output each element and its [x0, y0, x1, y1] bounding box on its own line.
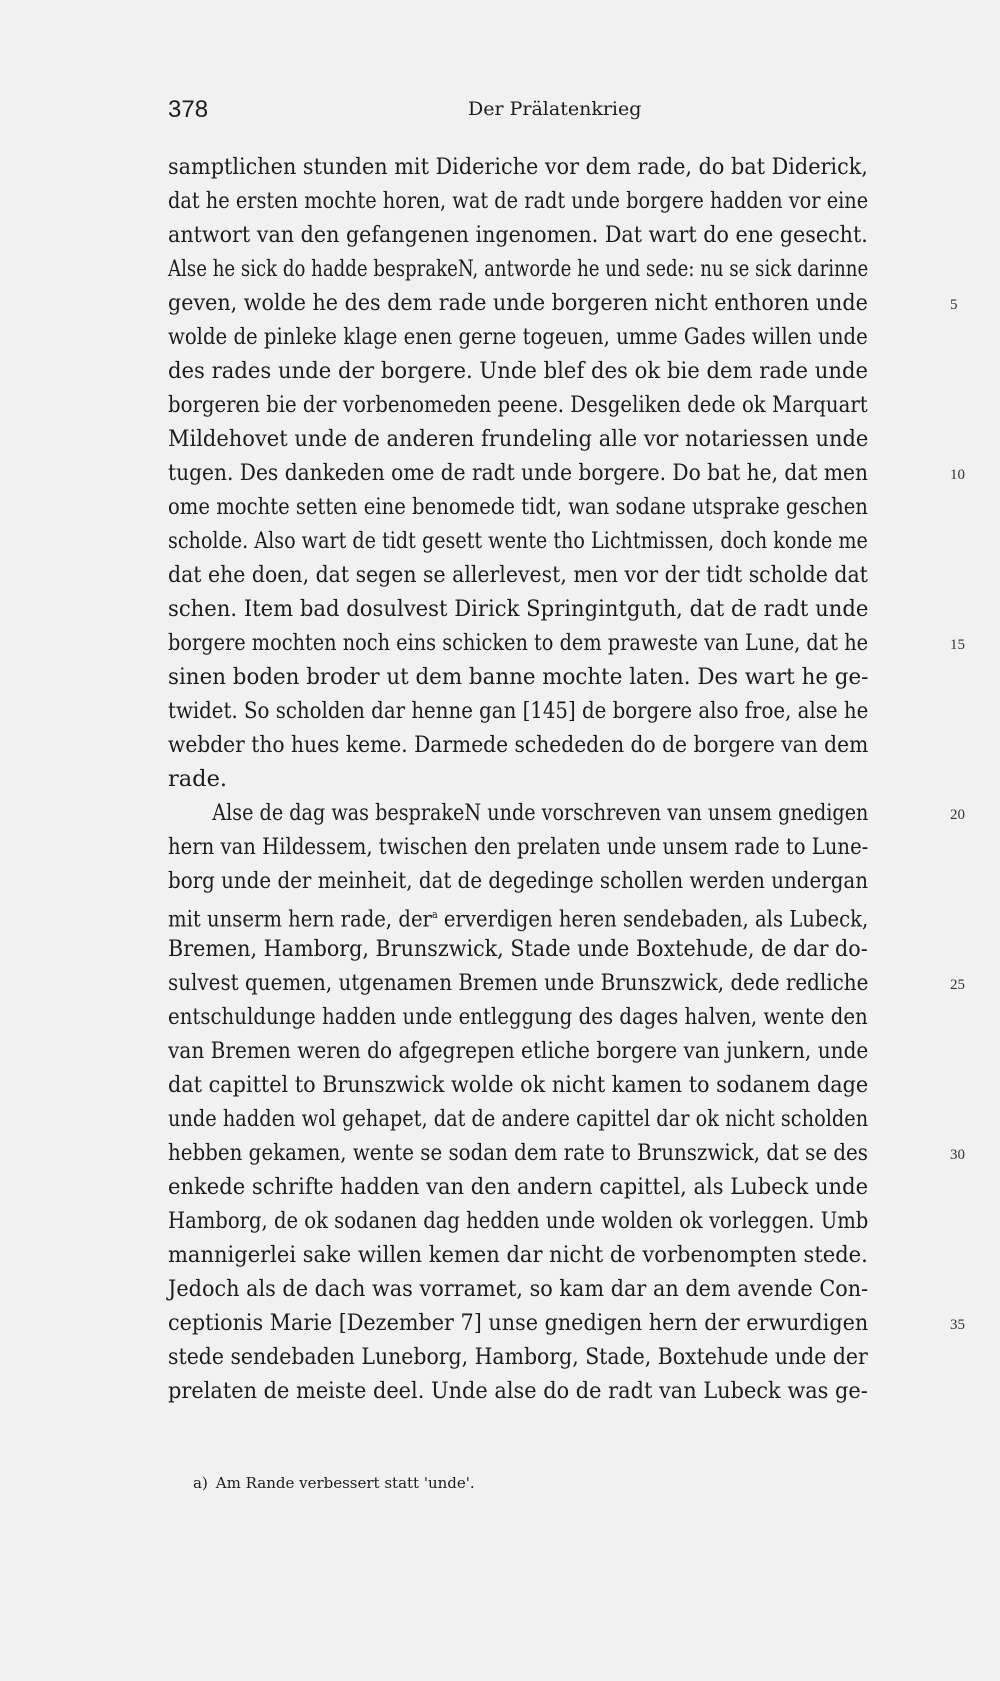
- line-text: [168, 626, 868, 660]
- line-number: 25: [950, 977, 965, 993]
- line-number: 30: [950, 1147, 965, 1163]
- line-number: 5: [950, 297, 958, 313]
- line-text: [168, 830, 868, 864]
- line-text: [168, 184, 868, 218]
- text-line: [168, 1034, 940, 1068]
- line-segment: unde hadden wol gehapet, dat de andere capittel dar ok nicht scholden: [168, 1106, 869, 1132]
- line-segment: erverdigen heren sendebaden, als Lubeck,: [437, 906, 869, 933]
- text-line: [168, 1170, 940, 1204]
- line-segment: prelaten de meiste deel. Unde alse do de radt van Lubeck was ge-: [168, 1378, 868, 1404]
- text-line: [168, 728, 940, 762]
- page-number: 378: [168, 96, 209, 123]
- text-line: [168, 898, 940, 932]
- text-line: [168, 1068, 940, 1102]
- text-line: [168, 1102, 940, 1136]
- text-line: [168, 1272, 940, 1306]
- line-text: [168, 1204, 868, 1238]
- line-segment: geven, wolde he des dem rade unde borgeren nicht enthoren unde: [168, 290, 868, 316]
- text-line: [168, 218, 940, 252]
- text-line: [168, 830, 940, 864]
- line-text: [168, 388, 868, 422]
- text-line: [168, 1340, 940, 1374]
- line-segment: borg unde der meinheit, dat de degedinge schollen werden undergan: [168, 868, 869, 894]
- text-line: [168, 1306, 965, 1340]
- line-segment: des rades unde der borgere. Unde blef des ok bie dem rade unde: [168, 358, 869, 384]
- body-text: [168, 150, 965, 1408]
- footnote-reference: a: [431, 908, 438, 921]
- footnote: [193, 1474, 475, 1492]
- line-text: [168, 558, 868, 592]
- line-text: [168, 524, 868, 558]
- line-number: 20: [950, 807, 965, 823]
- line-text: [168, 898, 868, 937]
- line-segment: entschuldunge hadden unde entleggung des dages halven, wente den: [168, 1004, 868, 1030]
- line-text: [168, 1000, 868, 1034]
- text-line: [168, 1238, 940, 1272]
- line-text: [168, 1034, 868, 1068]
- line-text: [168, 1136, 868, 1170]
- line-text: [168, 1170, 868, 1204]
- line-segment: borgere mochten noch eins schicken to dem praweste van Lune, dat he: [168, 630, 869, 656]
- text-line: [168, 558, 940, 592]
- line-text: [168, 660, 868, 694]
- line-segment: Mildehovet unde de anderen frundeling alle vor notariessen unde: [168, 426, 869, 452]
- line-text: [168, 728, 868, 762]
- line-text: [168, 932, 868, 966]
- line-segment: samptlichen stunden mit Dideriche vor dem rade, do bat Diderick,: [168, 154, 868, 180]
- text-line: [168, 864, 940, 898]
- line-text: [168, 762, 227, 796]
- line-text: [168, 286, 868, 320]
- page-header: [168, 96, 940, 126]
- line-segment: ome mochte setten eine benomede tidt, wan sodane utsprake geschen: [168, 494, 868, 520]
- line-segment: hebben gekamen, wente se sodan dem rate to Brunszwick, dat se des: [168, 1140, 868, 1166]
- text-line: [168, 966, 965, 1000]
- text-line: [168, 626, 965, 660]
- line-segment: borgeren bie der vorbenomeden peene. Desgeliken dede ok Marquart: [168, 392, 868, 418]
- text-line: [168, 320, 940, 354]
- line-text: [168, 456, 868, 490]
- line-segment: stede sendebaden Luneborg, Hamborg, Stade, Boxtehude unde der: [168, 1344, 868, 1370]
- line-segment: tugen. Des dankeden ome de radt unde borgere. Do bat he, dat men: [168, 460, 868, 486]
- text-line: [168, 1000, 940, 1034]
- line-segment: mannigerlei sake willen kemen dar nicht de vorbenompten stede.: [168, 1242, 868, 1268]
- line-segment: schen. Item bad dosulvest Dirick Springintguth, dat de radt unde: [168, 596, 869, 622]
- line-text: [168, 354, 868, 388]
- line-text: [168, 1102, 868, 1136]
- text-line: [168, 796, 965, 830]
- line-segment: Jedoch als de dach was vorramet, so kam dar an dem avende Con-: [168, 1276, 869, 1302]
- line-text: [168, 150, 868, 184]
- line-text: [168, 490, 868, 524]
- line-segment: webder tho hues keme. Darmede schededen do de borgere van dem: [168, 732, 869, 758]
- line-segment: van Bremen weren do afgegrepen etliche borgere van junkern, unde: [168, 1038, 869, 1064]
- line-segment: sulvest quemen, utgenamen Bremen unde Brunszwick, dede redliche: [168, 970, 869, 996]
- line-text: [168, 796, 868, 830]
- line-text: [168, 252, 868, 286]
- text-line: [168, 184, 940, 218]
- line-text: [168, 1272, 868, 1306]
- text-line: [168, 388, 940, 422]
- line-text: [168, 320, 868, 354]
- line-segment: sinen boden broder ut dem banne mochte laten. Des wart he ge-: [168, 664, 869, 690]
- line-text: [168, 1238, 868, 1272]
- line-segment: twidet. So scholden dar henne gan [145] de borgere also froe, alse he: [168, 698, 869, 724]
- text-line: [168, 932, 940, 966]
- line-text: [168, 592, 868, 626]
- line-segment: ceptionis Marie [Dezember 7] unse gnedigen hern der erwurdigen: [168, 1310, 869, 1336]
- line-number: 10: [950, 467, 965, 483]
- text-line: [168, 762, 940, 796]
- text-line: [168, 592, 940, 626]
- text-line: [168, 1374, 940, 1408]
- text-line: [168, 252, 940, 286]
- line-text: [168, 422, 868, 456]
- line-text: [168, 1068, 868, 1102]
- line-segment: Alse de dag was besprakeN unde vorschreven van unsem gnedigen: [212, 800, 869, 826]
- text-line: [168, 456, 965, 490]
- line-segment: rade.: [168, 766, 228, 792]
- text-line: [168, 694, 940, 728]
- text-line: [168, 490, 940, 524]
- text-line: [168, 1204, 940, 1238]
- line-segment: wolde de pinleke klage enen gerne togeuen, umme Gades willen unde: [168, 324, 868, 350]
- text-line: [168, 354, 940, 388]
- line-text: [168, 694, 868, 728]
- line-text: [168, 864, 868, 898]
- line-text: [168, 218, 868, 252]
- text-line: [168, 422, 940, 456]
- text-line: [168, 1136, 965, 1170]
- line-text: [168, 1306, 868, 1340]
- line-segment: hern van Hildessem, twischen den prelaten unde unsem rade to Lune-: [168, 834, 869, 860]
- line-number: 15: [950, 637, 965, 653]
- text-line: [168, 660, 940, 694]
- running-title: Der Prälatenkrieg: [468, 98, 642, 120]
- line-segment: Hamborg, de ok sodanen dag hedden unde wolden ok vorleggen. Umb: [168, 1208, 869, 1234]
- text-line: [168, 524, 940, 558]
- line-text: [168, 966, 868, 1000]
- line-segment: dat he ersten mochte horen, wat de radt unde borgere hadden vor eine: [168, 188, 869, 214]
- line-segment: Bremen, Hamborg, Brunszwick, Stade unde Boxtehude, de dar do-: [168, 936, 868, 962]
- text-line: [168, 286, 958, 320]
- line-number: 35: [950, 1317, 965, 1333]
- line-segment: antwort van den gefangenen ingenomen. Dat wart do ene gesecht.: [168, 222, 868, 248]
- line-segment: dat ehe doen, dat segen se allerlevest, men vor der tidt scholde dat: [168, 562, 868, 588]
- line-segment: scholde. Also wart de tidt gesett wente tho Lichtmissen, doch konde me: [168, 528, 868, 554]
- line-segment: dat capittel to Brunszwick wolde ok nicht kamen to sodanem dage: [168, 1072, 869, 1098]
- footnote-text: Am Rande verbessert statt 'unde'.: [215, 1474, 475, 1492]
- line-segment: enkede schrifte hadden van den andern capittel, als Lubeck unde: [168, 1174, 869, 1200]
- line-text: [168, 1374, 868, 1408]
- text-line: [168, 150, 940, 184]
- line-text: [168, 1340, 868, 1374]
- line-segment: mit unserm hern rade, der: [168, 906, 432, 933]
- line-segment: Alse he sick do hadde besprakeN, antworde he und sede: nu se sick darinne: [168, 256, 869, 282]
- footnote-marker: a): [193, 1474, 208, 1492]
